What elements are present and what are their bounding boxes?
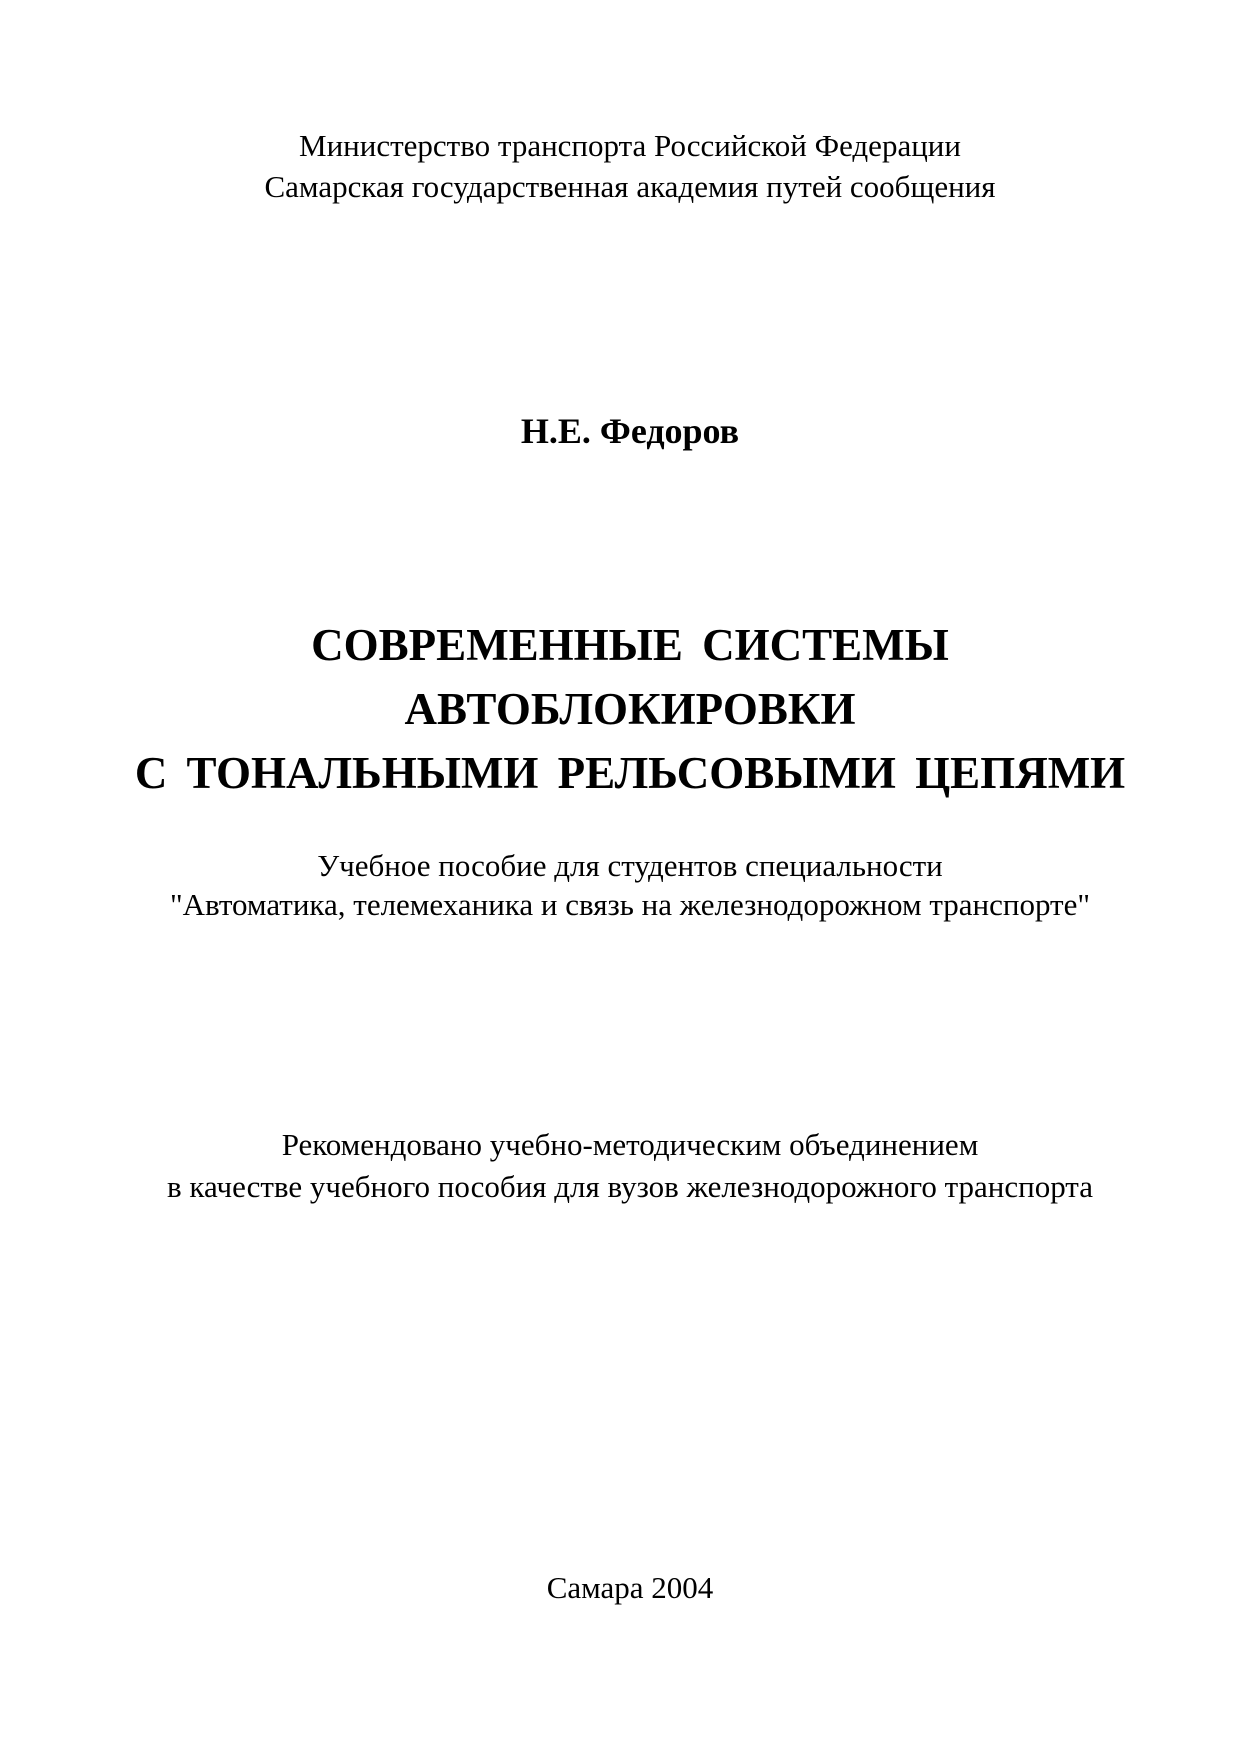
author-name: Н.Е. Федоров (520, 411, 740, 451)
ministry-name: Министерство транспорта Российской Федерации (299, 128, 961, 163)
book-title-line-1: СОВРЕМЕННЫЕ СИСТЕМЫ (311, 620, 949, 670)
academy-name: Самарская государственная академия путей сообщения (264, 169, 996, 204)
recommendation-line-2: в качестве учебного пособия для вузов железнодорожного транспорта (167, 1169, 1093, 1204)
imprint-city-year: Самара 2004 (546, 1570, 714, 1605)
recommendation-line-1: Рекомендовано учебно-методическим объединением (281, 1127, 979, 1162)
subtitle-line-2: "Автоматика, телемеханика и связь на железнодорожном транспорте" (169, 887, 1091, 922)
book-title-line-2: АВТОБЛОКИРОВКИ (404, 684, 856, 734)
subtitle-line-1: Учебное пособие для студентов специальности (317, 848, 943, 883)
book-title-line-3: С ТОНАЛЬНЫМИ РЕЛЬСОВЫМИ ЦЕПЯМИ (134, 748, 1126, 798)
